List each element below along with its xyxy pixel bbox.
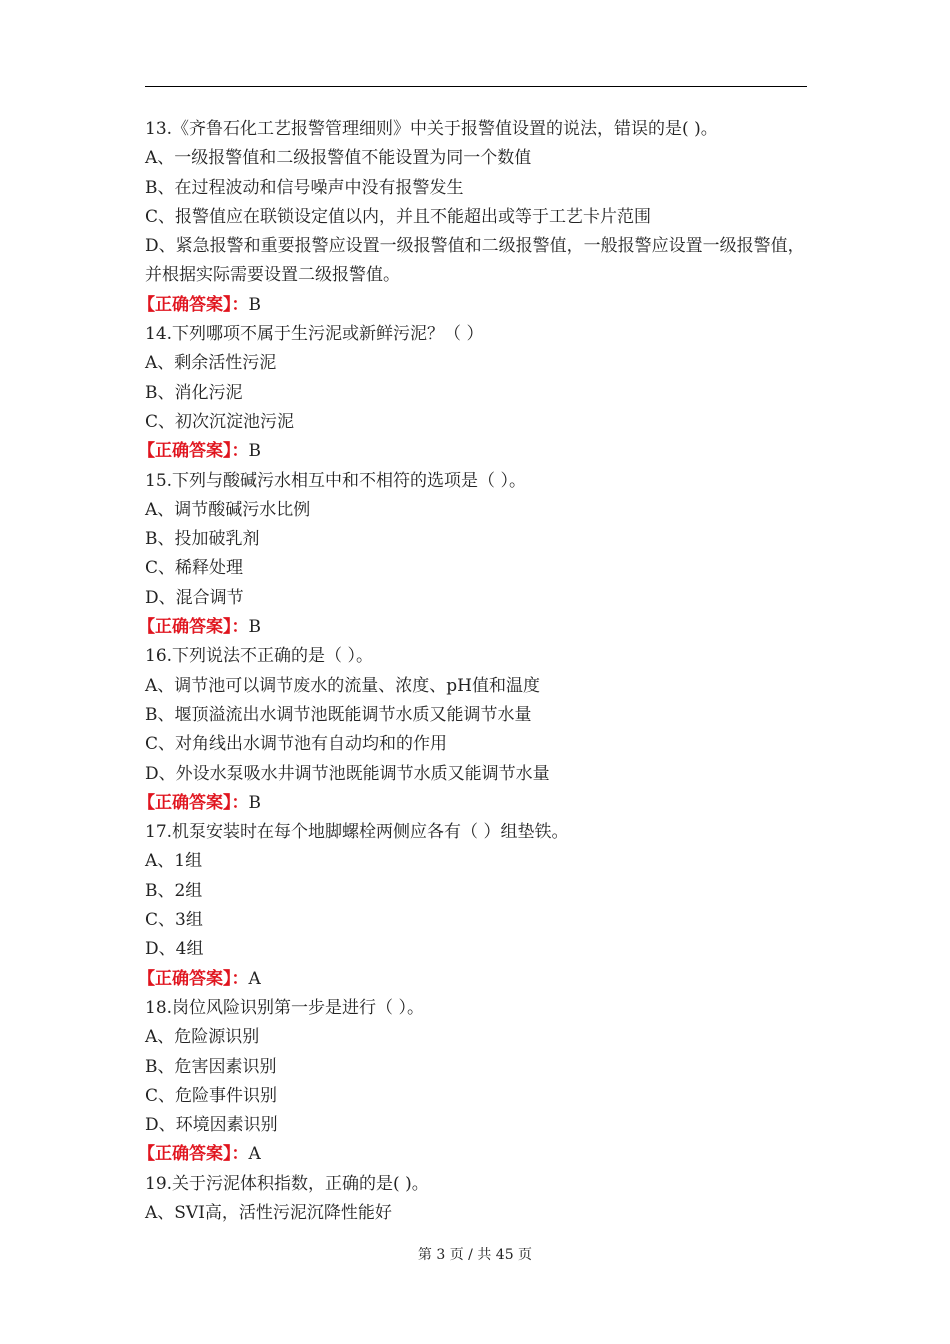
answer-value: A: [248, 1144, 261, 1165]
question-block: [145, 1170, 810, 1229]
question-option: A、SVI高，活性污泥沉降性能好: [145, 1202, 392, 1223]
question-block: [138, 994, 810, 1170]
header-rule: [145, 86, 807, 87]
page-footer: 第 3 页 / 共 45 页: [417, 1247, 533, 1263]
question-block: [138, 115, 810, 320]
question-option: A、危险源识别: [145, 1027, 260, 1048]
answer-line: [138, 437, 810, 466]
question-stem: 17.机泵安装时在每个地脚螺栓两侧应各有（ ）组垫铁。: [145, 822, 569, 843]
question-stem: 14.下列哪项不属于生污泥或新鲜污泥？（ ）: [145, 324, 484, 345]
question-option: A、一级报警值和二级报警值不能设置为同一个数值: [145, 148, 532, 169]
question-option: B、2组: [145, 880, 203, 901]
question-option: D、混合调节: [145, 587, 244, 608]
question-option: B、在过程波动和信号噪声中没有报警发生: [145, 177, 464, 198]
answer-line: [138, 291, 810, 320]
question-option: C、报警值应在联锁设定值以内，并且不能超出或等于工艺卡片范围: [145, 206, 652, 227]
answer-value: B: [248, 792, 261, 813]
question-block: [138, 320, 810, 466]
question-option: C、3组: [145, 910, 203, 931]
answer-line: [138, 613, 810, 642]
question-block: [138, 642, 810, 818]
question-option: A、调节酸碱污水比例: [145, 499, 311, 520]
question-option: C、对角线出水调节池有自动均和的作用: [145, 734, 448, 755]
question-option: A、剩余活性污泥: [145, 353, 277, 374]
question-list: [138, 115, 810, 1228]
answer-line: [138, 1140, 810, 1169]
question-option: D、外设水泵吸水井调节池既能调节水质又能调节水量: [145, 763, 550, 784]
question-option: D、环境因素识别: [145, 1115, 278, 1136]
answer-label: 【正确答案】：: [138, 294, 249, 315]
answer-label: 【正确答案】：: [138, 1144, 249, 1165]
question-option: D、4组: [145, 939, 204, 960]
question-option: B、投加破乳剂: [145, 529, 260, 550]
answer-line: [138, 789, 810, 818]
question-option: C、初次沉淀池污泥: [145, 411, 295, 432]
question-option: B、危害因素识别: [145, 1056, 277, 1077]
answer-value: B: [248, 441, 261, 462]
question-option: A、1组: [145, 851, 203, 872]
question-stem: 16.下列说法不正确的是（ ）。: [145, 646, 373, 667]
answer-label: 【正确答案】：: [138, 968, 249, 989]
answer-value: B: [248, 617, 261, 638]
question-option: A、调节池可以调节废水的流量、浓度、pH值和温度: [145, 675, 540, 696]
question-stem: 19.关于污泥体积指数，正确的是( )。: [145, 1173, 429, 1194]
question-stem: 13.《齐鲁石化工艺报警管理细则》中关于报警值设置的说法，错误的是( )。: [145, 119, 718, 139]
answer-label: 【正确答案】：: [138, 441, 249, 462]
question-stem: 18.岗位风险识别第一步是进行（ ）。: [145, 997, 424, 1018]
answer-line: [138, 965, 810, 994]
question-block: [138, 818, 810, 994]
answer-label: 【正确答案】：: [138, 792, 249, 813]
question-option: B、堰顶溢流出水调节池既能调节水质又能调节水量: [145, 704, 532, 725]
answer-label: 【正确答案】：: [138, 617, 249, 638]
question-stem: 15.下列与酸碱污水相互中和不相符的选项是（ ）。: [145, 470, 526, 491]
question-option: D、紧急报警和重要报警应设置一级报警值和二级报警值，一般报警应设置一级报警值，并根据实际需要设置二级报警值。: [145, 236, 805, 286]
question-option: C、危险事件识别: [145, 1085, 278, 1106]
question-option: C、稀释处理: [145, 558, 244, 579]
question-block: [138, 467, 810, 643]
answer-value: B: [248, 294, 261, 315]
answer-value: A: [248, 968, 261, 989]
question-option: B、消化污泥: [145, 382, 243, 403]
